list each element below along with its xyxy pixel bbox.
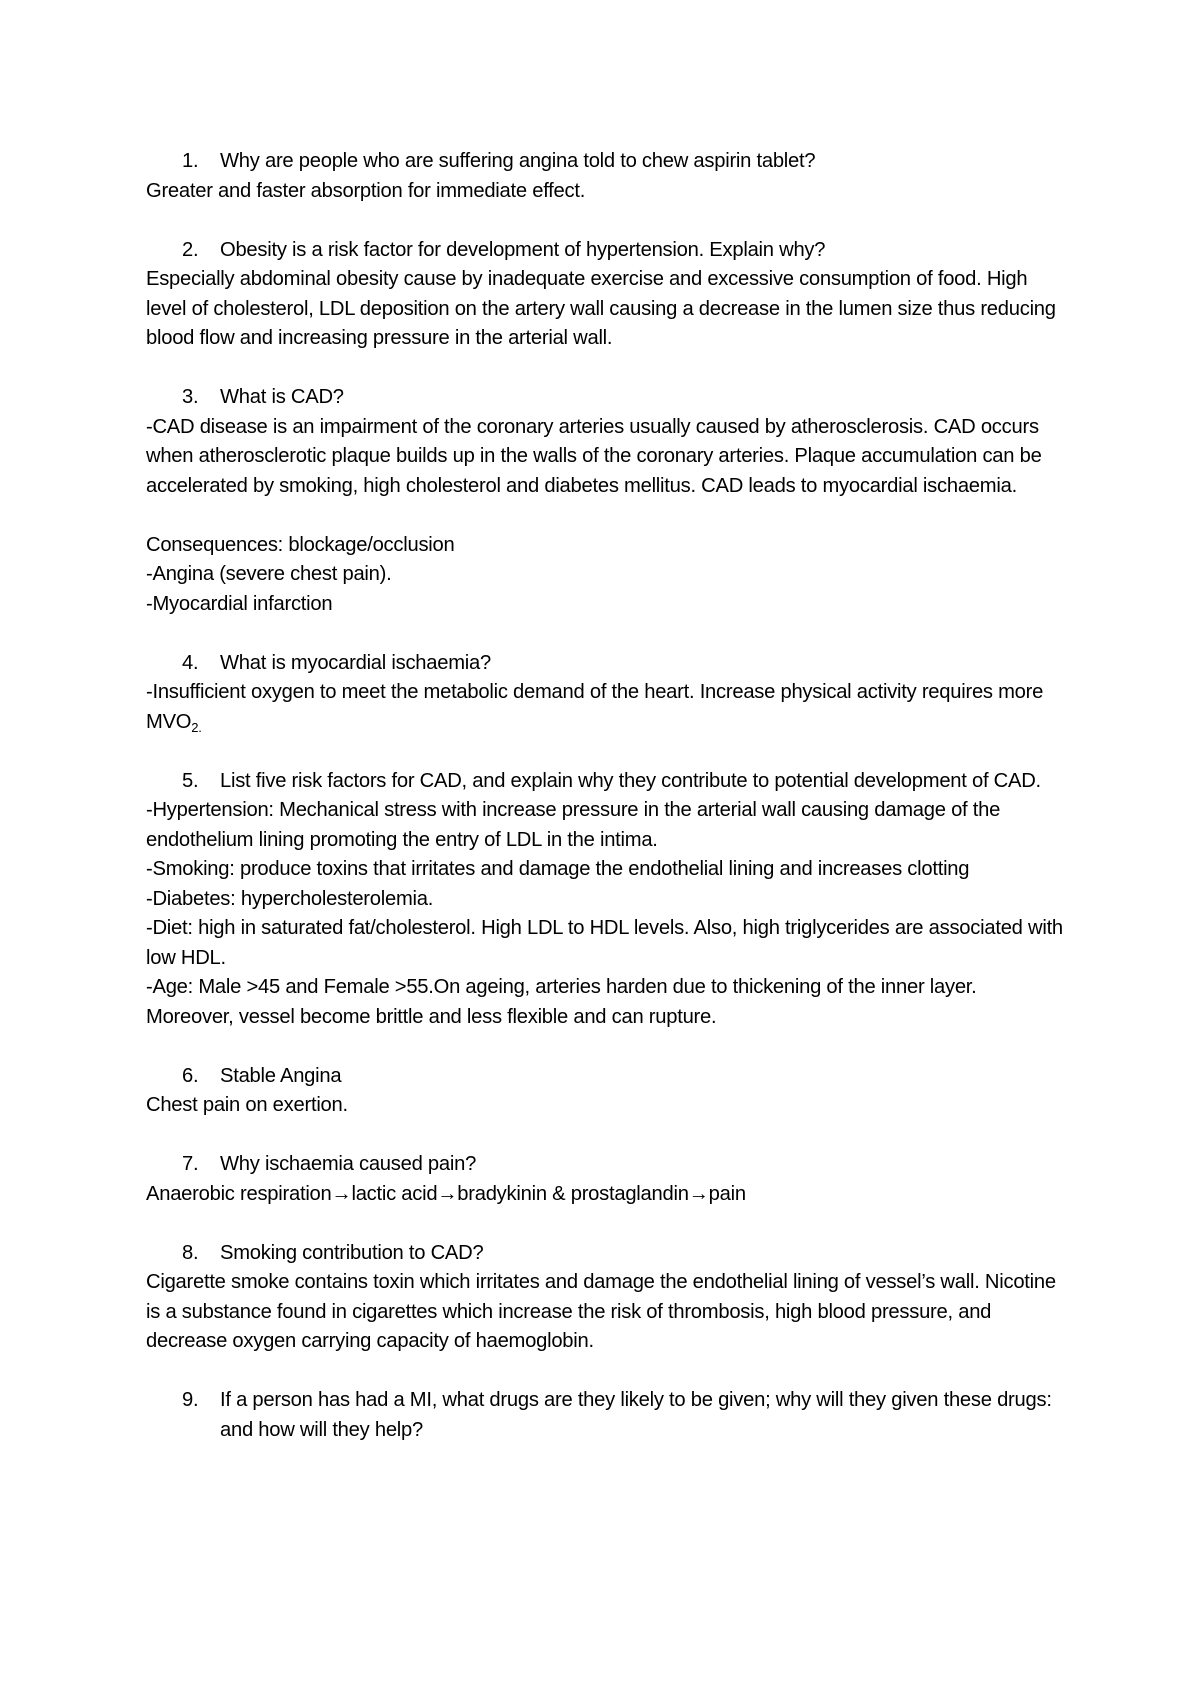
question-text: Smoking contribution to CAD? (220, 1241, 484, 1264)
risk-factor-smoking: -Smoking: produce toxins that irritates and damage the endothelial lining and increases clotting (146, 858, 970, 880)
question-2 (146, 236, 1066, 266)
answer-4 (146, 678, 1066, 737)
consequence-item: -Angina (severe chest pain). (146, 563, 392, 585)
question-number: 8. (182, 1241, 199, 1264)
answer-7 (146, 1180, 1066, 1210)
question-number: 3. (182, 386, 199, 408)
question-text: Stable Angina (220, 1064, 342, 1087)
question-text: If a person has had a MI, what drugs are they likely to be given; why will they given these drugs: and how will they help? (220, 1389, 1052, 1441)
qa-item-7 (146, 1150, 1066, 1209)
qa-item-4 (146, 649, 1066, 738)
question-number: 6. (182, 1064, 199, 1087)
consequences-heading: Consequences: blockage/occlusion (146, 533, 455, 556)
question-3 (146, 383, 1066, 413)
question-text: What is myocardial ischaemia? (220, 651, 491, 674)
question-1 (146, 147, 1066, 177)
answer-paragraph: Cigarette smoke contains toxin which irritates and damage the endothelial lining of vessel’s wall. Nicotine is a substance found in cigarettes which increase the risk of thrombosis, high blood pressure, and decrease oxygen carrying capacity of haemoglobin. (146, 1271, 1056, 1352)
answer-2 (146, 265, 1066, 354)
answer-text: -Insufficient oxygen to meet the metabolic demand of the heart. Increase physical activity requires more MVO (146, 681, 1044, 733)
qa-item-2 (146, 236, 1066, 354)
question-text: Why are people who are suffering angina told to chew aspirin tablet? (220, 150, 816, 172)
question-9 (146, 1386, 1066, 1445)
answer-spacer (146, 501, 1066, 531)
question-text: List five risk factors for CAD, and explain why they contribute to potential development of CAD. (220, 769, 1041, 792)
question-number: 1. (182, 150, 199, 172)
question-7 (146, 1150, 1066, 1180)
qa-item-6 (146, 1062, 1066, 1121)
question-6 (146, 1062, 1066, 1092)
question-text: What is CAD? (220, 386, 344, 408)
risk-factor-diet: -Diet: high in saturated fat/cholesterol. High LDL to HDL levels. Also, high triglycerides are associated with low HDL. (146, 917, 1063, 969)
question-4 (146, 649, 1066, 679)
qa-item-9 (146, 1386, 1066, 1445)
document-body (146, 147, 1066, 1475)
consequence-item: -Myocardial infarction (146, 592, 333, 615)
risk-factor-hypertension: -Hypertension: Mechanical stress with increase pressure in the arterial wall causing damage of the endothelium lining promoting the entry of LDL in the intima. (146, 799, 1001, 851)
answer-paragraph (146, 678, 1066, 737)
question-text: Why ischaemia caused pain? (220, 1153, 477, 1175)
question-5 (146, 767, 1066, 797)
answer-paragraph: Chest pain on exertion. (146, 1094, 348, 1116)
question-number: 2. (182, 238, 199, 261)
risk-factor-age: -Age: Male >45 and Female >55.On ageing, arteries harden due to thickening of the inner layer. Moreover, vessel become brittle and less flexible and can rupture. (146, 976, 977, 1028)
answer-6 (146, 1091, 1066, 1121)
question-number: 4. (182, 651, 199, 674)
answer-8 (146, 1268, 1066, 1357)
subscript-text: 2. (191, 719, 202, 735)
question-number: 9. (182, 1389, 199, 1411)
question-text: Obesity is a risk factor for development of hypertension. Explain why? (220, 238, 826, 261)
answer-1 (146, 177, 1066, 207)
answer-paragraph: Anaerobic respiration→lactic acid→bradykinin & prostaglandin→pain (146, 1182, 746, 1205)
qa-item-3 (146, 383, 1066, 619)
question-8 (146, 1239, 1066, 1269)
question-number: 5. (182, 769, 199, 792)
answer-paragraph: -CAD disease is an impairment of the coronary arteries usually caused by atherosclerosis. CAD occurs when atherosclerotic plaque builds up in the walls of the coronary arteries. Plaque accumulation can be accelerated by smoking, high cholesterol and diabetes mellitus. CAD leads to myocardial ischaemia. (146, 415, 1042, 497)
answer-paragraph: Greater and faster absorption for immediate effect. (146, 179, 586, 202)
answer-5 (146, 796, 1066, 1032)
answer-paragraph: Especially abdominal obesity cause by inadequate exercise and excessive consumption of food. High level of cholesterol, LDL deposition on the artery wall causing a decrease in the lumen size thus reducing blood flow and increasing pressure in the arterial wall. (146, 268, 1056, 349)
qa-item-1 (146, 147, 1066, 206)
question-number: 7. (182, 1153, 199, 1175)
qa-item-8 (146, 1239, 1066, 1357)
answer-3 (146, 413, 1066, 620)
risk-factor-diabetes: -Diabetes: hypercholesterolemia. (146, 887, 434, 910)
qa-item-5 (146, 767, 1066, 1033)
